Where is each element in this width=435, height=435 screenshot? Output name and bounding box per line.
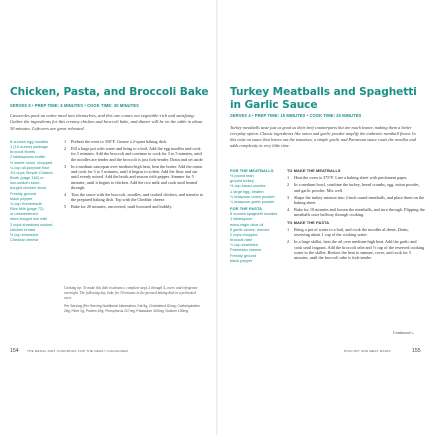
step-number: 2 [64, 145, 67, 151]
ingredient-line: store-bought rice milk [10, 216, 48, 222]
ingredient-line: 8 ounces spaghetti noodles [230, 211, 278, 217]
steps-list [287, 166, 425, 262]
right-page [218, 0, 435, 435]
step-item [64, 139, 206, 144]
step-number: 1 [287, 226, 290, 232]
page-number: 155 [412, 348, 421, 354]
ingredient-line: ¾ cup Homemade [10, 200, 42, 206]
ingredient-line: broccoli florets [10, 149, 36, 155]
ingredient-line: extra-virgin olive oil [230, 221, 264, 227]
ingredient-line: 2 cups chopped [230, 231, 258, 237]
ingredient-line: Cheddar cheese [10, 236, 39, 242]
recipe-meta: SERVES 6 • PREP TIME: 5 MINUTES • COOK TIME: 30 MINUTES [10, 103, 140, 108]
page-number: 154 [10, 348, 19, 354]
ingredients-list [10, 139, 62, 242]
step-number: 4 [64, 191, 67, 197]
step-text: In a medium bowl, combine the turkey, bread crumbs, egg, onion powder, and garlic powder. Mix well. [294, 182, 420, 193]
ingredient-line: 1 tablespoon [230, 216, 253, 222]
step-text: Bake for 10 minutes and loosen the meatballs, and turn through. Flipping the meatballs once halfway through cooking. [294, 206, 425, 218]
step-text: Bake for 20 minutes, uncovered, until browned and bubbly. [71, 204, 173, 210]
ingredients-list [230, 166, 284, 263]
ingredient-line: ¼ teaspoon onion powder [230, 193, 275, 199]
left-page [0, 0, 217, 435]
ingredient-line: or unsweetened [10, 211, 38, 217]
step-text: Heat the oven to 375°F. Line a baking sheet with parchment paper. [294, 175, 408, 181]
ingredient-line: 2 tablespoons butter [10, 154, 46, 160]
recipe-intro: Turkey meatballs taste just as good as their beef counterparts but are much leaner, making them a better everyday option. Classic ingredients like onion and garlic powder amplify the authentic meatball flavor. In this twist on sauce that leaves out the tomatoes, a simple garlic and Parmesan sauce coats the noodles and adds complexity in very little time. [230, 125, 416, 149]
nutrition-info: Per Serving (Per Serving Nutritional Information, Fat 9g, Cholesterol 81mg; Carbohydrates 28g; Fiber 2g; Protein 19g; Phosphorus 217mg; Potassium 403mg; Sodium 130mg [64, 304, 200, 313]
ingredient-line: 2 cups shredded cooked [10, 221, 53, 227]
ingredient-line: ½ pound lean [230, 173, 254, 179]
step-item [287, 227, 425, 238]
running-footer: THE RENAL DIET COOKBOOK FOR THE NEWLY DIAGNOSED [27, 349, 129, 353]
step-section-label: TO MAKE THE MEATBALLS [287, 168, 341, 173]
step-number: 5 [64, 204, 67, 210]
recipe-intro: Casseroles pack an entire meal into themselves, and this one comes out vegetable-rich and satisfying. Gather the ingredients for this creamy chicken and broccoli bake, and dinner will be on the table in about 30 minutes. Leftovers are great reheated. [10, 113, 203, 131]
step-number: 2 [287, 182, 290, 188]
ingredient-line: chicken breast [10, 226, 36, 232]
step-text: In a large skillet, heat the oil over medium-high heat. Add the garlic and cook until fragrant. Add the broccoli rabe and ½ cup of the reserved cooking water to the skillet. Reduce the heat to simmer, cover, and cook for 5 minutes, until the broccoli rabe is fork-tender. [294, 239, 425, 261]
steps-list [64, 139, 206, 211]
step-number: 1 [64, 139, 67, 144]
step-number: 2 [287, 239, 290, 245]
ingredient-line: Freshly ground [230, 252, 256, 258]
ingredient-section-label: FOR THE MEATBALLS [230, 168, 274, 173]
step-item [287, 239, 425, 260]
ingredient-line: Rice Milk (page 72) [10, 206, 44, 212]
step-item [64, 164, 206, 191]
ingredient-line: 5 garlic cloves, minced [230, 226, 270, 232]
ingredient-line: 1½ cups Simple Chicken [10, 169, 53, 175]
ingredient-section-label: FOR THE PASTA [230, 206, 263, 212]
ingredient-line: 8 ounces egg noodles [10, 139, 49, 144]
recipe-meta: SERVES 4 • PREP TIME: 15 MINUTES • COOK TIME: 20 MINUTES [230, 113, 362, 118]
step-text: Bring a pot of water to a boil, and cook the noodles al dente. Drain, reserving about 1 cup of the cooking water. [294, 226, 409, 238]
step-text: Shape the turkey mixture into 2-inch round meatballs, and place them on the baking sheet. [294, 194, 425, 205]
continued-label: Continued » [393, 330, 414, 335]
step-item [287, 195, 425, 206]
step-number: 3 [287, 194, 290, 200]
cooking-tip: Cooking tip: To make this dish in advance, complete steps 2 through 4, cover, and refrigerate overnight. The following day, bake for 30 minutes in the greased baking dish in a preheated oven. [64, 286, 198, 300]
step-text: In a medium saucepan over medium-high heat, heat the butter. Add the onion and cook for 3 to 5 minutes, until it begins to soften. Add the flour and stir until evenly mixed. Add the broth and season with pepper. Simmer for 5 minutes, until it begins to thicken. Add the rice milk and cook until heated through. [71, 163, 203, 190]
ingredient-line: ¼ teaspoon garlic powder [230, 198, 275, 204]
ingredient-line: broccoli rabe [230, 237, 253, 243]
step-item [64, 204, 206, 209]
step-text: Preheat the oven to 350°F. Grease a 2-quart baking dish. [71, 139, 167, 144]
step-number: 3 [64, 163, 67, 169]
step-item [64, 192, 206, 203]
ingredient-line: ½ cup shredded [10, 231, 38, 237]
ingredient-line: 1 (10-ounce) package [10, 144, 48, 150]
step-text: Toss the sauce with the broccoli, noodles, and cooked chicken, and transfer to the prepared baking dish. Top with the Cheddar cheese. [71, 191, 204, 203]
ingredient-line: ½ sweet onion, chopped [10, 159, 53, 165]
step-item [64, 146, 206, 162]
ingredient-line: 1 large egg, beaten [230, 188, 264, 194]
ingredient-line: low-sodium store- [10, 180, 41, 186]
ingredient-line: Parmesan cheese [230, 247, 262, 253]
ingredient-line: black pepper [10, 195, 33, 201]
step-number: 1 [287, 175, 290, 181]
step-item [287, 175, 425, 180]
ingredient-line: ¼ cup shredded [230, 242, 258, 248]
ingredient-line: black pepper [230, 257, 253, 263]
recipe-title: Chicken, Pasta, and Broccoli Bake [10, 86, 209, 98]
ingredient-line: ½ cup bread crumbs [230, 183, 266, 189]
step-item [287, 182, 425, 193]
step-text: Fill a large pot with water and bring to a boil. Add the egg noodles and cook for 5 minutes. Add the broccoli and continue to cook for 3 to 5 minutes, until the noodles are tender and the broccoli is just fork-tender. Drain and set aside. [71, 145, 204, 162]
ingredient-line: ground turkey [230, 178, 254, 184]
ingredient-line: Broth (page 182) or [10, 175, 44, 181]
step-section-label: TO MAKE THE PASTA [287, 219, 330, 225]
ingredient-line: Freshly ground [10, 190, 36, 196]
ingredient-line: bought chicken stock [10, 185, 47, 191]
running-footer: POULTRY AND MEAT MAINS [344, 349, 391, 353]
step-item [287, 207, 425, 218]
recipe-title: Turkey Meatballs and Spaghetti in Garlic Sauce [230, 86, 417, 111]
step-number: 4 [287, 206, 290, 212]
ingredient-line: ¼ cup all-purpose flour [10, 164, 50, 170]
